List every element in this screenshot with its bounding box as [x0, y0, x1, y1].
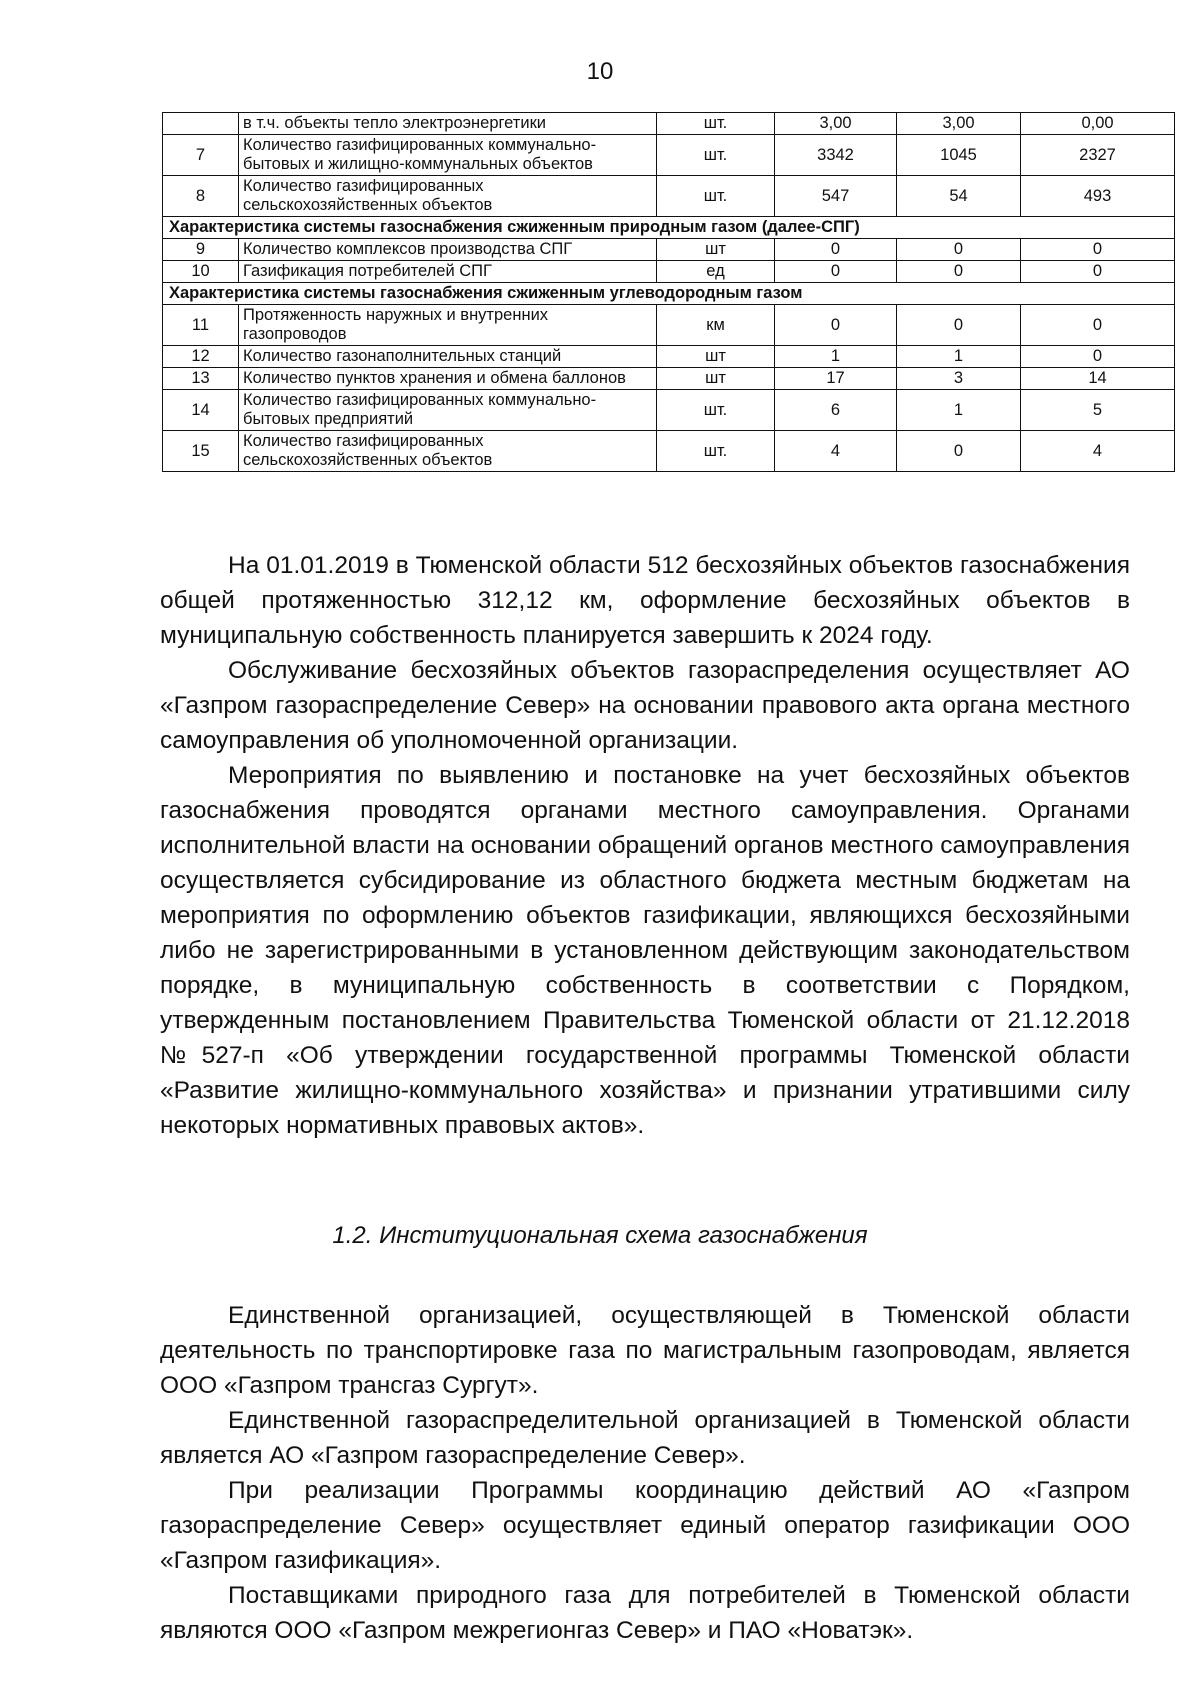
row-value-3: 493	[1021, 176, 1175, 217]
row-value-2: 3	[897, 368, 1021, 390]
row-value-1: 0	[775, 261, 897, 283]
row-unit: шт.	[657, 390, 775, 431]
row-value-1: 3342	[775, 135, 897, 176]
row-number	[163, 113, 239, 135]
row-value-1: 4	[775, 431, 897, 472]
table-row	[163, 113, 1175, 135]
row-value-3: 14	[1021, 368, 1175, 390]
section-title: Характеристика системы газоснабжения сжиженным углеводородным газом	[163, 283, 1175, 305]
row-value-1: 547	[775, 176, 897, 217]
row-name: Количество газифицированных коммунально-бытовых и жилищно-коммунальных объектов	[239, 135, 657, 176]
paragraph: На 01.01.2019 в Тюменской области 512 бесхозяйных объектов газоснабжения общей протяженностью 312,12 км, оформление бесхозяйных объектов в муниципальную собственность планируется завершить к 2024 году.	[160, 552, 1130, 649]
row-name: в т.ч. объекты тепло электроэнергетики	[239, 113, 657, 135]
row-value-3: 2327	[1021, 135, 1175, 176]
row-unit: ед	[657, 261, 775, 283]
row-value-1: 1	[775, 346, 897, 368]
section-title: Характеристика системы газоснабжения сжиженным природным газом (далее-СПГ)	[163, 217, 1175, 239]
paragraph: Обслуживание бесхозяйных объектов газораспределения осуществляет АО «Газпром газораспределение Север» на основании правового акта органа местного самоуправления об уполномоченной организации.	[160, 657, 1130, 754]
table-section-row	[163, 217, 1175, 239]
row-value-3: 0	[1021, 305, 1175, 346]
section-heading: 1.2. Институциональная схема газоснабжения	[332, 1222, 868, 1249]
row-number: 10	[163, 261, 239, 283]
table-row	[163, 390, 1175, 431]
row-unit: шт.	[657, 176, 775, 217]
row-value-1: 6	[775, 390, 897, 431]
row-value-1: 0	[775, 305, 897, 346]
row-number: 15	[163, 431, 239, 472]
row-value-1: 3,00	[775, 113, 897, 135]
row-unit: шт	[657, 368, 775, 390]
table-row	[163, 135, 1175, 176]
row-value-2: 0	[897, 239, 1021, 261]
row-value-2: 0	[897, 261, 1021, 283]
paragraph: Единственной газораспределительной организацией в Тюменской области является АО «Газпром газораспределение Север».	[160, 1407, 1130, 1469]
row-unit: шт	[657, 346, 775, 368]
table-row	[163, 239, 1175, 261]
body-text-block-2	[160, 1298, 1130, 1648]
page-number: 10	[586, 58, 614, 85]
body-text-block-1	[160, 548, 1130, 1143]
row-value-2: 3,00	[897, 113, 1021, 135]
row-value-2: 1	[897, 346, 1021, 368]
paragraph: Единственной организацией, осуществляющей в Тюменской области деятельность по транспортировке газа по магистральным газопроводам, является ООО «Газпром трансгаз Сургут».	[160, 1302, 1130, 1399]
row-name: Количество комплексов производства СПГ	[239, 239, 657, 261]
gas-supply-table	[162, 112, 1175, 472]
row-name: Количество газифицированных сельскохозяйственных объектов	[239, 431, 657, 472]
row-unit: км	[657, 305, 775, 346]
row-number: 11	[163, 305, 239, 346]
row-value-3: 5	[1021, 390, 1175, 431]
table-row	[163, 346, 1175, 368]
row-unit: шт	[657, 239, 775, 261]
row-value-3: 0	[1021, 346, 1175, 368]
row-name: Газификация потребителей СПГ	[239, 261, 657, 283]
row-value-2: 54	[897, 176, 1021, 217]
row-value-1: 0	[775, 239, 897, 261]
row-value-3: 0	[1021, 261, 1175, 283]
row-value-2: 0	[897, 431, 1021, 472]
row-value-3: 0	[1021, 239, 1175, 261]
row-number: 14	[163, 390, 239, 431]
row-name: Количество пунктов хранения и обмена баллонов	[239, 368, 657, 390]
row-number: 13	[163, 368, 239, 390]
row-number: 12	[163, 346, 239, 368]
row-value-3: 4	[1021, 431, 1175, 472]
table-row	[163, 305, 1175, 346]
row-name: Количество газифицированных коммунально-бытовых предприятий	[239, 390, 657, 431]
row-name: Количество газонаполнительных станций	[239, 346, 657, 368]
table-row	[163, 368, 1175, 390]
table-body	[163, 113, 1175, 472]
row-number: 8	[163, 176, 239, 217]
row-name: Протяженность наружных и внутренних газопроводов	[239, 305, 657, 346]
row-value-3: 0,00	[1021, 113, 1175, 135]
row-value-2: 1045	[897, 135, 1021, 176]
row-value-2: 1	[897, 390, 1021, 431]
row-unit: шт.	[657, 431, 775, 472]
paragraph: Поставщиками природного газа для потребителей в Тюменской области являются ООО «Газпром межрегионгаз Север» и ПАО «Новатэк».	[160, 1582, 1130, 1644]
table-row	[163, 261, 1175, 283]
row-value-2: 0	[897, 305, 1021, 346]
row-number: 7	[163, 135, 239, 176]
row-name: Количество газифицированных сельскохозяйственных объектов	[239, 176, 657, 217]
row-number: 9	[163, 239, 239, 261]
row-unit: шт.	[657, 135, 775, 176]
table-row	[163, 176, 1175, 217]
row-value-1: 17	[775, 368, 897, 390]
row-unit: шт.	[657, 113, 775, 135]
paragraph: Мероприятия по выявлению и постановке на учет бесхозяйных объектов газоснабжения проводятся органами местного самоуправления. Органами исполнительной власти на основании обращений органов местного самоуправления осуществляется субсидирование из областного бюджета местным бюджетам на мероприятия по оформлению объектов газификации, являющихся бесхозяйными либо не зарегистрированными в установленном действующим законодательством порядке, в муниципальную собственность в соответствии с Порядком, утвержденным постановлением Правительства Тюменской области от 21.12.2018 №527-п «Об утверждении государственной программы Тюменской области «Развитие жилищно-коммунального хозяйства» и признании утратившими силу некоторых нормативных правовых актов».	[160, 762, 1130, 1139]
table-row	[163, 431, 1175, 472]
paragraph: При реализации Программы координацию действий АО «Газпром газораспределение Север» осуществляет единый оператор газификации ООО «Газпром газификация».	[160, 1477, 1130, 1574]
table-section-row	[163, 283, 1175, 305]
